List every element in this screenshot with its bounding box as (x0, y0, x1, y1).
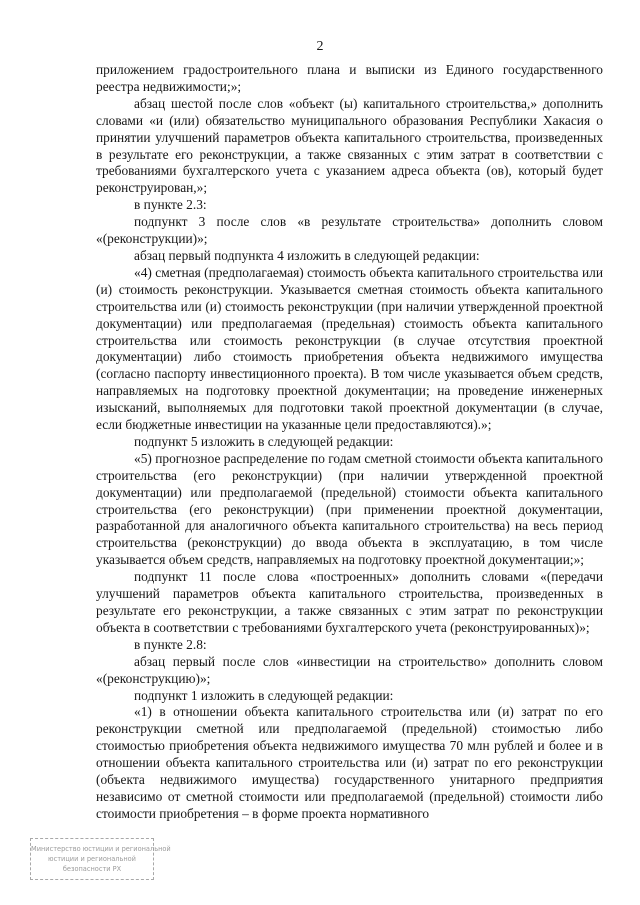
registration-stamp (30, 838, 171, 880)
page-number: 2 (316, 39, 324, 54)
paragraph-7: подпункт 5 изложить в следующей редакции: (134, 433, 394, 449)
document-body (96, 62, 603, 823)
paragraph-13: «1) в отношении объекта капитального строительства или (и) затрат по его реконструкции сметной или предполагаемой (предельной) стоимостью либо стоимостью приобретения объекта недвижимого имущества 70 млн рублей и более и в отношении объекта капитального строительства или (и) затрат по его реконструкции (объекта недвижимого имущества) государственного унитарного предприятия независимо от сметной стоимости или предполагаемой (предельной) стоимости либо стоимости приобретения – в форме проекта нормативного (96, 704, 603, 821)
paragraph-3: в пункте 2.3: (134, 197, 207, 213)
paragraph-10: в пункте 2.8: (134, 636, 207, 652)
paragraph-2: абзац шестой после слов «объект (ы) капитального строительства,» дополнить словами «и (или) обязательство муниципального образования Республики Хакасия о принятии улучшений параметров объекта капитального строительства, произведенных в результате его реконструкции, а также связанных с этим затрат в соответствии с требованиями бухгалтерского учета с указанием адреса объекта (ов), который будет реконструирован,»; (96, 95, 603, 196)
stamp-line-3: безопасности РХ (62, 865, 122, 873)
paragraph-11: абзац первый после слов «инвестиции на строительство» дополнить словом «(реконструкцию)»; (96, 653, 603, 686)
stamp-line-2: юстиции и региональной (48, 855, 136, 863)
paragraph-1: приложением градостроительного плана и выписки из Единого государственного реестра недвижимости;»; (96, 62, 603, 94)
paragraph-9: подпункт 11 после слова «построенных» дополнить словами «(передачи улучшений параметров объекта капитального строительства, произведенных в результате его реконструкции, а также связанных с этим затрат по реконструкции объекта в соответствии с требованиями бухгалтерского учета (реконструированных)»; (96, 569, 603, 635)
paragraph-12: подпункт 1 изложить в следующей редакции: (134, 687, 394, 703)
paragraph-6: «4) сметная (предполагаемая) стоимость объекта капитального строительства или (и) стоимость реконструкции. Указывается сметная стоимость объекта капитального строительства или (и) стоимость реконструкции (при наличии утвержденной проектной документации) или предполагаемая (предельная) стоимость объекта капитального строительства или стоимость реконструкции (в случае отсутствия проектной документации) либо стоимость приобретения объекта недвижимого имущества (согласно паспорту инвестиционного проекта). В том числе указывается объем средств, направляемых на подготовку проектной документации; на проведение инженерных изысканий, выполняемых для подготовки такой проектной документации (в случае, если бюджетные инвестиции на указанные цели предоставляются).»; (96, 264, 603, 433)
paragraph-8: «5) прогнозное распределение по годам сметной стоимости объекта капитального строительства (его реконструкции) (при наличии утвержденной проектной документации) или предполагаемой (предельной) стоимости объекта капитального строительства (его реконструкции) (при применении проектной документации, разработанной для аналогичного объекта капитального строительства) на весь период строительства (реконструкции) до ввода объекта в эксплуатацию, в том числе указывается объем средств, направляемых на подготовку проектной документации;»; (96, 450, 603, 568)
paragraph-4: подпункт 3 после слов «в результате строительства» дополнить словом «(реконструкции)»; (96, 214, 603, 247)
stamp-line-1: Министерство юстиции и региональной (31, 845, 171, 853)
paragraph-5: абзац первый подпункта 4 изложить в следующей редакции: (134, 247, 480, 263)
